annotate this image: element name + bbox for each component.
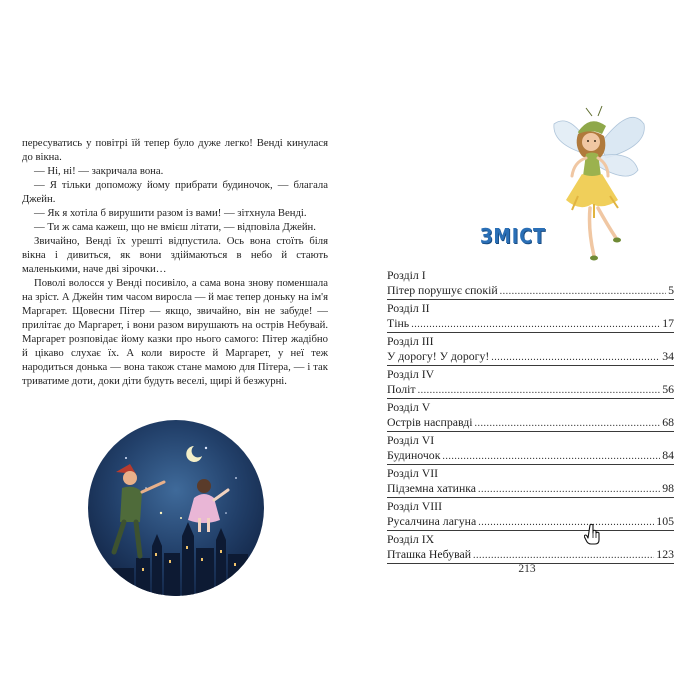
toc-entry[interactable]: [387, 267, 674, 300]
toc-title: Політ: [387, 382, 416, 396]
toc-title-line: [387, 316, 674, 331]
toc-dot-leader: [478, 482, 660, 497]
toc-title: Будиночок: [387, 448, 441, 462]
toc-entry[interactable]: [387, 399, 674, 432]
toc-title-line: [387, 514, 674, 529]
toc-title-line: [387, 415, 674, 430]
toc-heading: ЗМІСТ: [480, 224, 546, 248]
toc-dot-leader: [442, 449, 660, 464]
toc-dot-leader: [418, 383, 661, 398]
toc-title-line: [387, 283, 674, 298]
toc-page-number: 5: [668, 283, 674, 297]
hand-pointer-icon: [584, 523, 602, 545]
story-paragraph: — Як я хотіла б вирушити разом із вами! — зітхнула Венді.: [34, 207, 307, 219]
toc-dot-leader: [478, 515, 654, 530]
toc-title: У дорогу! У дорогу!: [387, 349, 490, 363]
toc-page-number: 98: [662, 481, 674, 495]
toc-title: Острів насправді: [387, 415, 473, 429]
story-text: [22, 136, 328, 388]
story-paragraph: Звичайно, Венді їх урешті відпустила. Ось вона стоїть біля вікна і дивиться, як вони здіймаються в небо й стають маленькими, наче дві зірочки…: [22, 235, 328, 275]
toc-page-number: 17: [662, 316, 674, 330]
story-paragraph: — Ти ж сама кажеш, що не вмієш літати, — відповіла Джейн.: [34, 221, 316, 233]
toc-page-number: 68: [662, 415, 674, 429]
toc-chapter-label: Розділ IX: [387, 532, 435, 546]
story-paragraph: Поволі волосся у Венді посивіло, а сама вона знову поменшала на зріст. А Джейн тим часом виросла — й має тепер доньку на ім'я Маргарет. Щовесни Пітер — якщо, звичайно, він не забуде! — прилітає до Маргарет, і вони разом вирушають на острів Небувай. Маргарет розповідає йому казки про нього самого: Пітер жадібно й цікаво слухає їх. А коли виросте й Маргарет, у неї теж народиться донька — вона також стане мамою для Пітера, — і так триватиме доти, доки діти будуть веселі, щирі й безжурні.: [22, 277, 328, 387]
toc-chapter-label: Розділ III: [387, 334, 434, 348]
toc-title-line: [387, 448, 674, 463]
toc-chapter-label: Розділ VII: [387, 466, 439, 480]
toc-page-number: 34: [662, 349, 674, 363]
toc-entry[interactable]: [387, 333, 674, 366]
toc-entry[interactable]: [387, 498, 674, 531]
toc-dot-leader: [500, 284, 666, 299]
toc-entry[interactable]: [387, 465, 674, 498]
toc-title-line: [387, 481, 674, 496]
toc-entry[interactable]: [387, 432, 674, 465]
toc-page-number: 105: [656, 514, 674, 528]
story-paragraph: — Ні, ні! — закричала вона.: [34, 165, 164, 177]
toc-title-line: [387, 349, 674, 364]
toc-entry[interactable]: [387, 366, 674, 399]
table-of-contents: [387, 267, 674, 564]
toc-dot-leader: [473, 548, 654, 563]
toc-chapter-label: Розділ IV: [387, 367, 435, 381]
toc-chapter-label: Розділ II: [387, 301, 430, 315]
toc-entry[interactable]: [387, 531, 674, 564]
toc-chapter-label: Розділ VI: [387, 433, 435, 447]
toc-title: Русалчина лагуна: [387, 514, 477, 528]
toc-title-line: [387, 382, 674, 397]
toc-chapter-label: Розділ V: [387, 400, 431, 414]
toc-title: Пташка Небувай: [387, 547, 472, 561]
toc-title: Тінь: [387, 316, 410, 330]
toc-dot-leader: [491, 350, 660, 365]
toc-entry[interactable]: [387, 300, 674, 333]
story-paragraph: пересуватись у повітрі їй тепер було дуже легко! Венді кинулася до вікна.: [22, 137, 328, 163]
toc-title-line: [387, 547, 674, 562]
toc-page-number: 84: [662, 448, 674, 462]
page-number: 213: [518, 563, 536, 575]
story-paragraph: — Я тільки допоможу йому прибрати будиночок, — благала Джейн.: [22, 179, 328, 205]
toc-page-number: 56: [662, 382, 674, 396]
toc-dot-leader: [475, 416, 661, 431]
toc-title: Підземна хатинка: [387, 481, 477, 495]
toc-chapter-label: Розділ I: [387, 268, 426, 282]
toc-title: Пітер порушує спокій: [387, 283, 498, 297]
right-page: [350, 0, 700, 700]
peter-pan-night-flight-illustration: [86, 418, 266, 598]
toc-page-number: 123: [656, 547, 674, 561]
toc-dot-leader: [411, 317, 660, 332]
toc-chapter-label: Розділ VIII: [387, 499, 443, 513]
